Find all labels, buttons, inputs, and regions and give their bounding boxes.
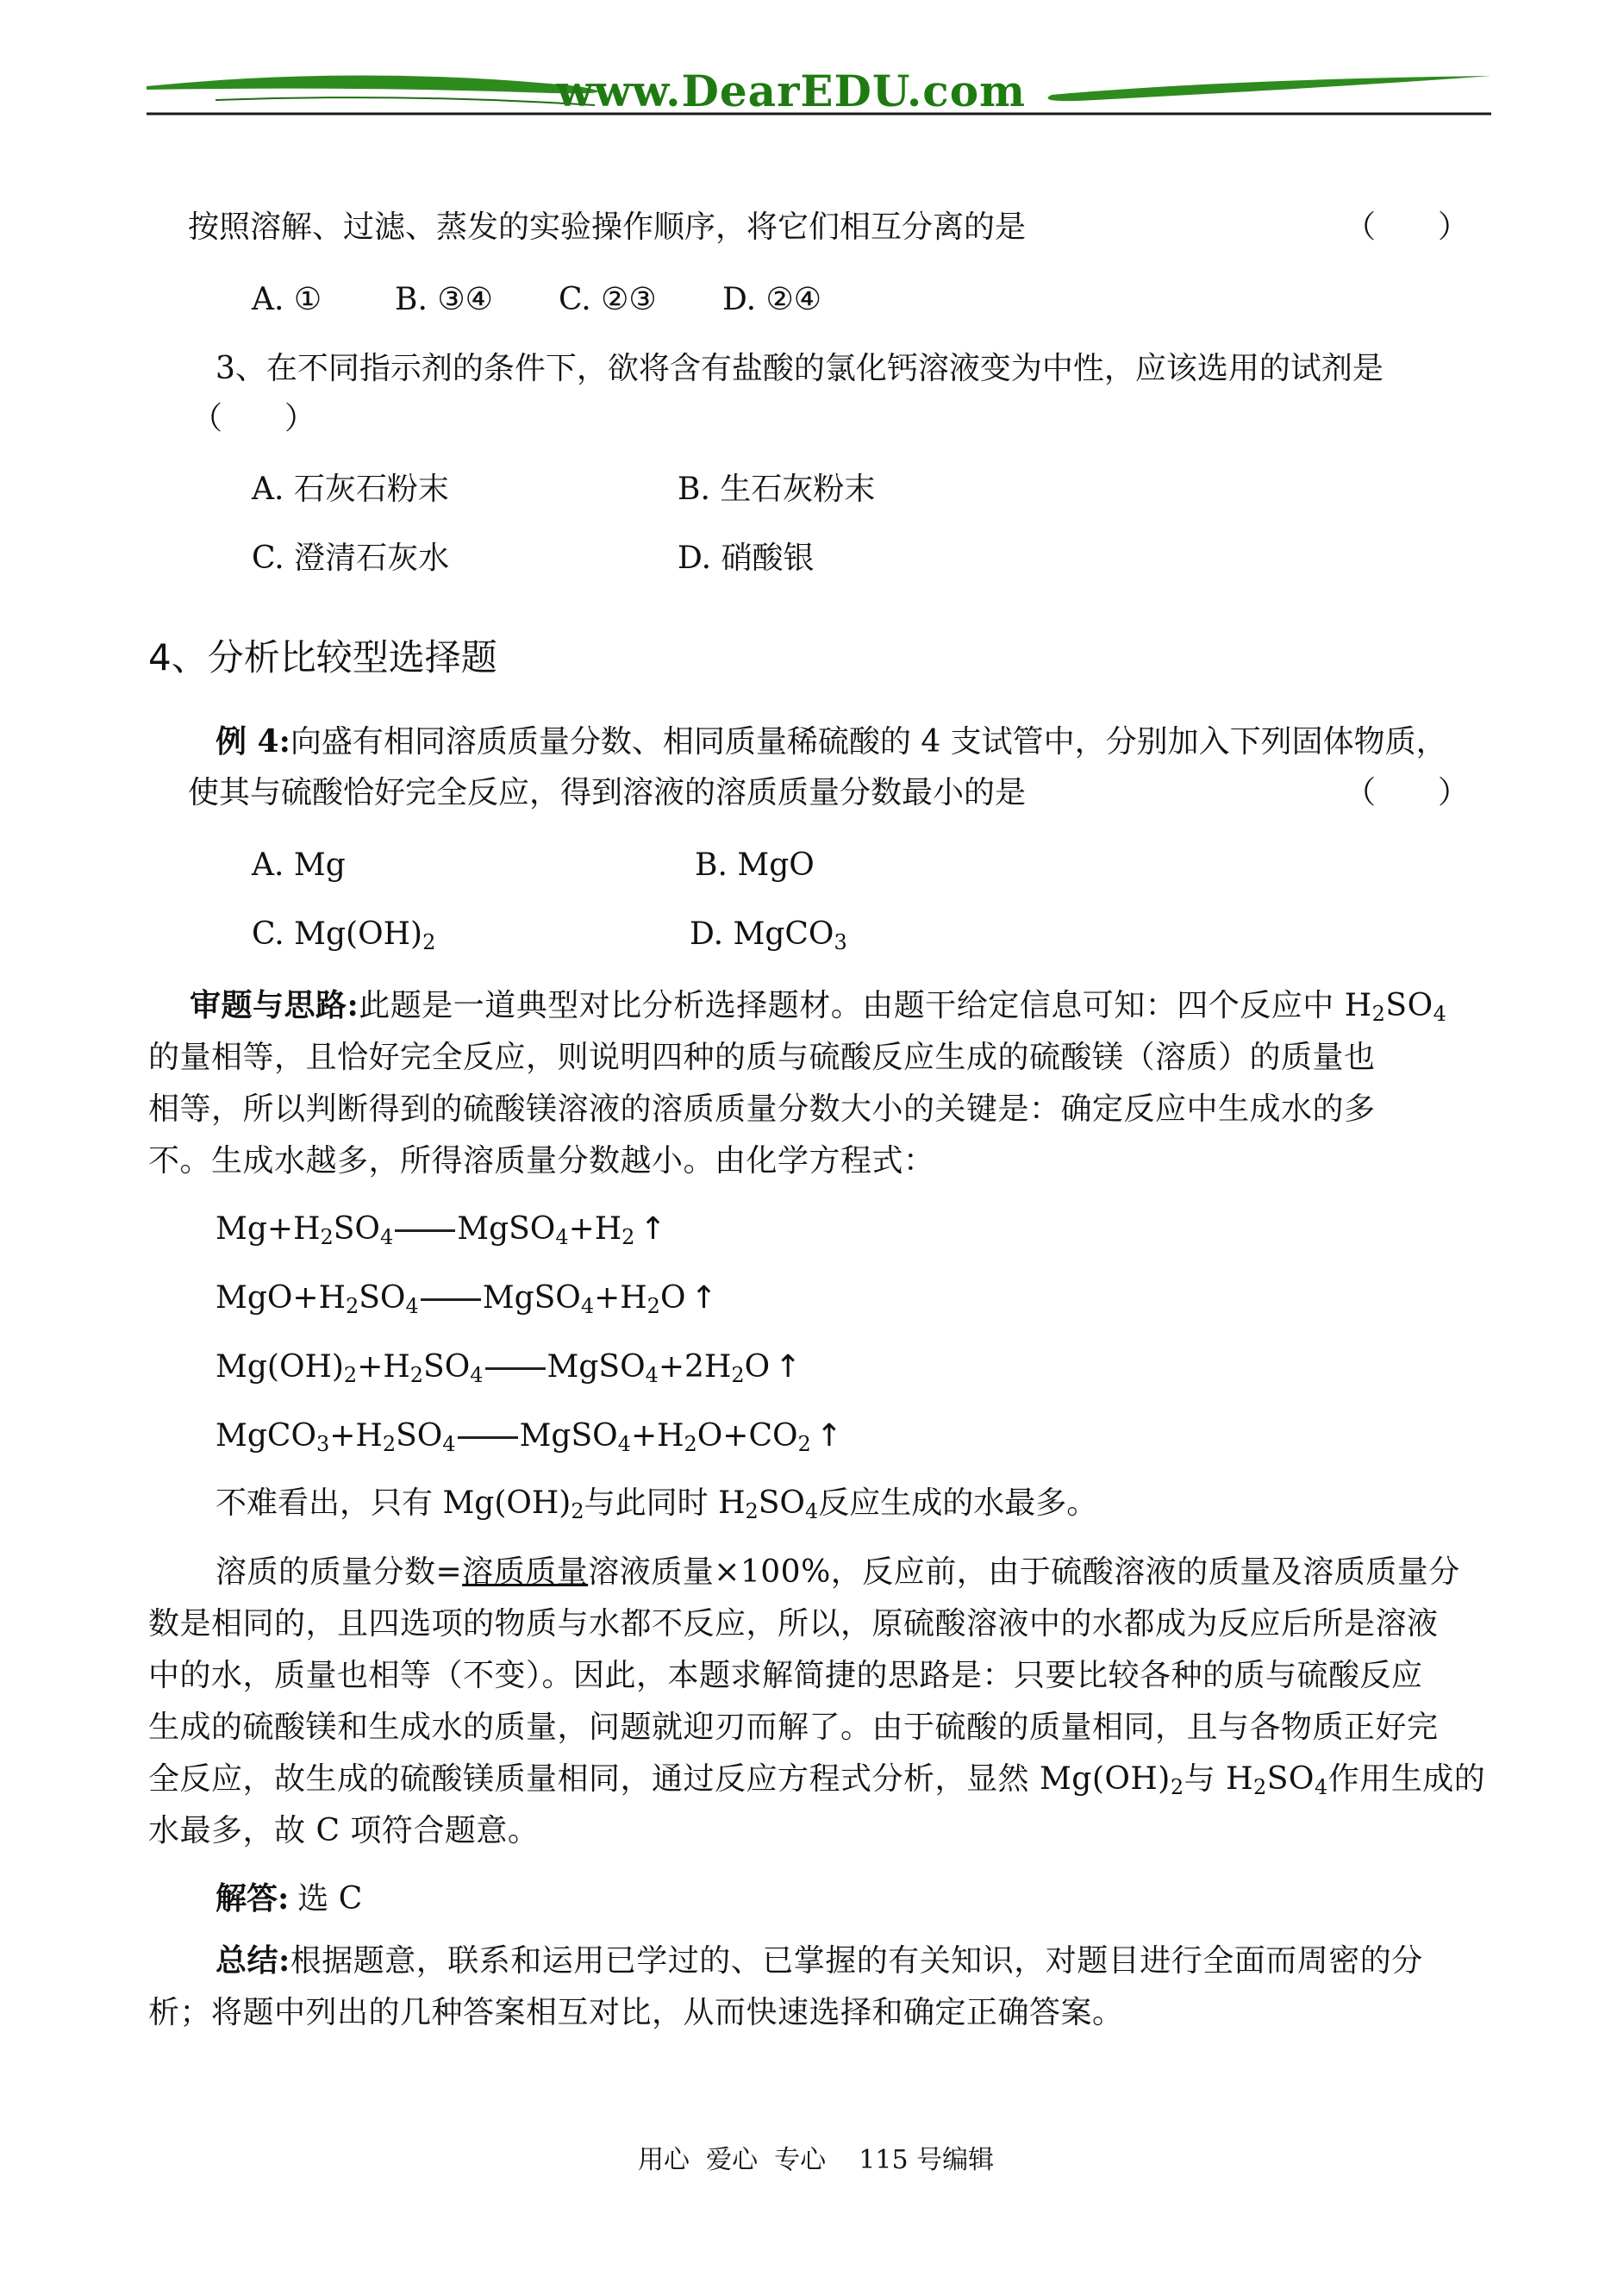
question-2-answer-paren: （ ）	[1345, 209, 1470, 245]
explanation-line1: 溶质的质量分数=溶质质量溶液质量×100%，反应前，由于硫酸溶液的质量及溶质质量分	[215, 1554, 1460, 1590]
question-3-option-c: C. 澄清石灰水	[252, 541, 450, 576]
logo-text: www.DearEDU.com	[556, 66, 1027, 116]
equation-2: $MgO+H_2SO_4$ $MgSO_4+H_2O$ ↑	[215, 1280, 717, 1318]
explanation-paragraph	[148, 1547, 1493, 1857]
equation-4: $MgCO_3+H_2SO_4$ $MgSO_4+H_2O+CO_2$ ↑	[215, 1418, 842, 1456]
example-label: 例 4:	[215, 723, 290, 760]
example-4-option-b: B. MgO	[695, 847, 815, 883]
explanation-line2: 数是相同的，且四选项的物质与水都不反应，所以，原硫酸溶液中的水都成为反应后所是溶液	[148, 1606, 1439, 1642]
equation-1: $Mg+H_2SO_4$ $MgSO_4+H_2$ ↑	[215, 1211, 666, 1249]
analysis-label: 审题与思路:	[190, 987, 359, 1023]
question-3-option-a: A. 石灰石粉末	[252, 472, 449, 507]
summary-line1: 总结:根据题意，联系和运用已学过的、已掌握的有关知识，对题目进行全面而周密的分	[215, 1942, 1423, 1979]
example-4-option-c: C. $Mg(OH)_2$	[252, 916, 436, 954]
question-3-option-b: B. 生石灰粉末	[678, 472, 876, 507]
example-4-line2: 使其与硫酸恰好完全反应，得到溶液的溶质质量分数最小的是	[188, 775, 1027, 810]
explanation-line5: 全反应，故生成的硫酸镁质量相同，通过反应方程式分析，显然 $Mg(OH)_2$与 $H_2SO_4$作用生成的	[148, 1761, 1486, 1799]
gas-arrow-icon: ↑	[815, 1418, 842, 1454]
conclusion-line: 不难看出，只有 $Mg(OH)_2$与此同时 $H_2SO_4$反应生成的水最多。	[215, 1485, 1098, 1523]
explanation-line4: 生成的硫酸镁和生成水的质量，问题就迎刃而解了。由于硫酸的质量相同，且与各物质正好完	[148, 1710, 1439, 1745]
gas-arrow-icon: ↑	[775, 1349, 802, 1385]
gas-arrow-icon: ↑	[690, 1280, 717, 1316]
question-2-stem: 按照溶解、过滤、蒸发的实验操作顺序，将它们相互分离的是	[188, 209, 1027, 245]
page-footer: 用心 爱心 专心 115 号编辑	[638, 2145, 995, 2175]
question-3-answer-paren: （ ）	[191, 401, 316, 436]
summary-label: 总结:	[215, 1942, 290, 1979]
example-4-answer-paren: （ ）	[1345, 775, 1470, 810]
analysis-line1: 审题与思路:此题是一道典型对比分析选择题材。由题干给定信息可知：四个反应中 $H_2SO_4$	[190, 987, 1447, 1026]
answer-line	[215, 1879, 362, 1918]
analysis-line2: 的量相等，且恰好完全反应，则说明四种的质与硫酸反应生成的硫酸镁（溶质）的质量也	[148, 1040, 1376, 1075]
option-d: D. ②④	[722, 282, 822, 317]
option-a: A. ①	[252, 282, 322, 317]
reaction-line	[395, 1229, 455, 1232]
question-3-stem: 3、在不同指示剂的条件下，欲将含有盐酸的氯化钙溶液变为中性，应该选用的试剂是	[215, 351, 1384, 386]
analysis-line4: 不。生成水越多，所得溶质量分数越小。由化学方程式：	[148, 1143, 935, 1179]
reaction-line	[458, 1436, 518, 1439]
analysis-line3: 相等，所以判断得到的硫酸镁溶液的溶质质量分数大小的关键是：确定反应中生成水的多	[148, 1091, 1376, 1127]
reaction-line	[485, 1367, 546, 1370]
answer-text: 选 C	[297, 1881, 363, 1917]
section-heading: 4、分析比较型选择题	[148, 636, 497, 678]
example-4-line1	[215, 722, 1447, 761]
analysis-paragraph	[148, 979, 1493, 1187]
equation-3: $Mg(OH)_2+H_2SO_4$ $MgSO_4+2H_2O$ ↑	[215, 1349, 802, 1387]
explanation-line6: 水最多，故 C 项符合题意。	[148, 1813, 540, 1848]
option-c: C. ②③	[559, 282, 657, 317]
example-4-option-a: A. Mg	[252, 847, 346, 883]
question-2-options	[252, 281, 821, 319]
example-4-option-d: D. MgCO$_3$	[690, 916, 847, 954]
question-3-option-d: D. 硝酸银	[678, 541, 815, 576]
example-text-line1: 向盛有相同溶质质量分数、相同质量稀硫酸的 4 支试管中，分别加入下列固体物质，	[290, 724, 1447, 760]
gas-arrow-icon: ↑	[640, 1211, 666, 1247]
explanation-line3: 中的水，质量也相等（不变）。因此，本题求解简捷的思路是：只要比较各种的质与硫酸反应	[148, 1658, 1423, 1693]
header-banner	[147, 60, 1491, 129]
answer-label: 解答:	[215, 1880, 290, 1917]
summary-paragraph	[148, 1935, 1493, 2039]
summary-line2: 析；将题中列出的几种答案相互对比，从而快速选择和确定正确答案。	[148, 1995, 1124, 2030]
option-b: B. ③④	[395, 282, 493, 317]
reaction-line	[421, 1298, 481, 1301]
